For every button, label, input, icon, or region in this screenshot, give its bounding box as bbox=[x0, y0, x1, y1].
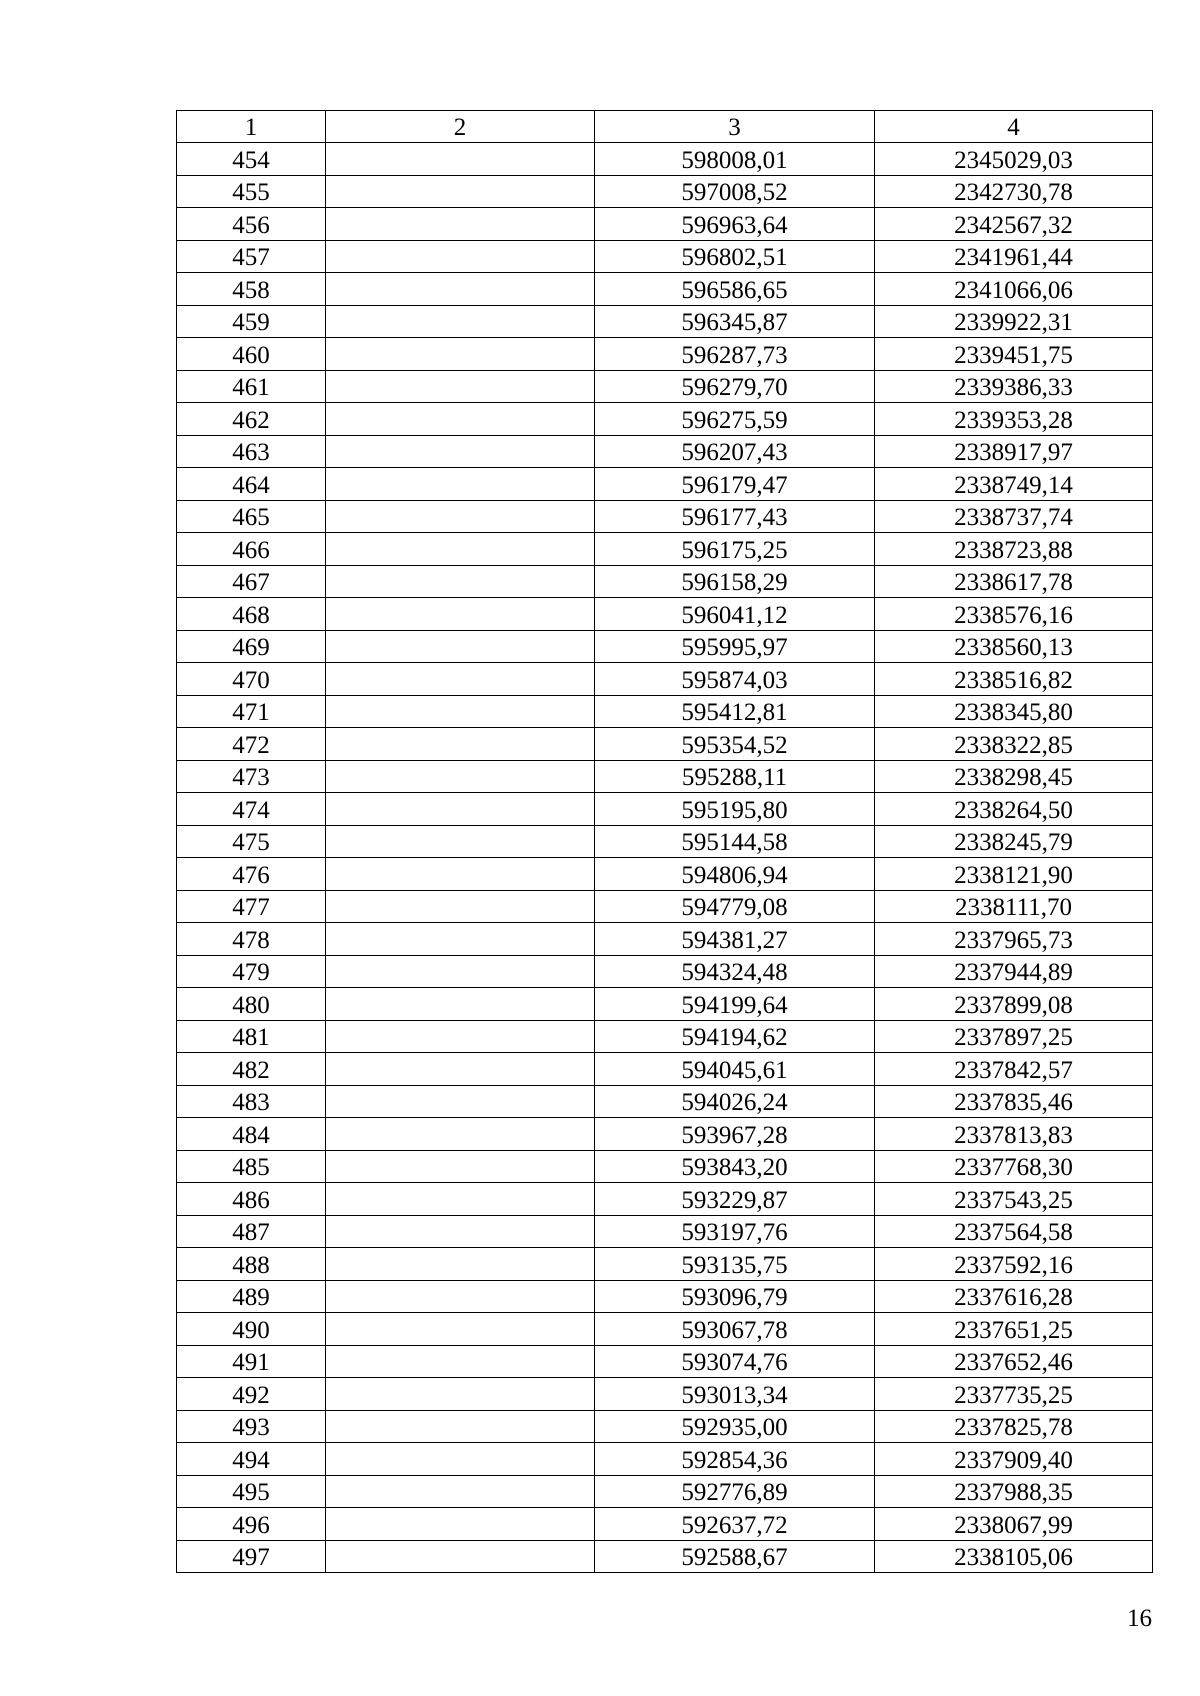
table-cell-col-4: 2337835,46 bbox=[875, 1085, 1153, 1118]
table-cell-col-2 bbox=[326, 273, 595, 306]
table-cell-col-1: 487 bbox=[177, 1215, 326, 1248]
table-row bbox=[177, 1085, 1153, 1118]
table-cell-col-2 bbox=[326, 533, 595, 566]
table-cell-col-3: 593067,78 bbox=[595, 1313, 875, 1346]
table-cell-col-4: 2338576,16 bbox=[875, 598, 1153, 631]
table-cell-col-4: 2337813,83 bbox=[875, 1118, 1153, 1151]
table-cell-col-3: 595354,52 bbox=[595, 728, 875, 761]
table-cell-col-3: 595412,81 bbox=[595, 695, 875, 728]
table-cell-col-2 bbox=[326, 1378, 595, 1411]
table-cell-col-1: 462 bbox=[177, 403, 326, 436]
table-cell-col-1: 460 bbox=[177, 338, 326, 371]
table-cell-col-4: 2337735,25 bbox=[875, 1378, 1153, 1411]
table-row bbox=[177, 1248, 1153, 1281]
table-cell-col-2 bbox=[326, 825, 595, 858]
table-row bbox=[177, 565, 1153, 598]
table-cell-col-2 bbox=[326, 403, 595, 436]
table-cell-col-4: 2338111,70 bbox=[875, 890, 1153, 923]
table-cell-col-1: 473 bbox=[177, 760, 326, 793]
coordinates-table bbox=[176, 110, 1153, 1573]
table-cell-col-3: 598008,01 bbox=[595, 143, 875, 176]
table-cell-col-2 bbox=[326, 663, 595, 696]
table-cell-col-4: 2338560,13 bbox=[875, 630, 1153, 663]
table-cell-col-3: 594194,62 bbox=[595, 1020, 875, 1053]
table-cell-col-3: 594806,94 bbox=[595, 858, 875, 891]
table-cell-col-4: 2345029,03 bbox=[875, 143, 1153, 176]
table-cell-col-2 bbox=[326, 370, 595, 403]
table-cell-col-3: 592935,00 bbox=[595, 1410, 875, 1443]
column-header-2: 2 bbox=[326, 111, 595, 143]
table-row bbox=[177, 143, 1153, 176]
table-cell-col-2 bbox=[326, 1280, 595, 1313]
table-cell-col-2 bbox=[326, 695, 595, 728]
table-cell-col-1: 472 bbox=[177, 728, 326, 761]
table-cell-col-1: 486 bbox=[177, 1183, 326, 1216]
table-cell-col-4: 2338245,79 bbox=[875, 825, 1153, 858]
table-cell-col-1: 478 bbox=[177, 923, 326, 956]
table-cell-col-2 bbox=[326, 858, 595, 891]
table-cell-col-3: 594779,08 bbox=[595, 890, 875, 923]
table-cell-col-1: 465 bbox=[177, 500, 326, 533]
table-row bbox=[177, 305, 1153, 338]
table-cell-col-4: 2338516,82 bbox=[875, 663, 1153, 696]
table-cell-col-2 bbox=[326, 1150, 595, 1183]
table-cell-col-1: 482 bbox=[177, 1053, 326, 1086]
table-row bbox=[177, 1410, 1153, 1443]
table-row bbox=[177, 1280, 1153, 1313]
table-cell-col-2 bbox=[326, 240, 595, 273]
table-cell-col-1: 492 bbox=[177, 1378, 326, 1411]
table-cell-col-4: 2338617,78 bbox=[875, 565, 1153, 598]
table-cell-col-1: 466 bbox=[177, 533, 326, 566]
table-cell-col-3: 595995,97 bbox=[595, 630, 875, 663]
table-cell-col-3: 592588,67 bbox=[595, 1540, 875, 1573]
table-row bbox=[177, 1443, 1153, 1476]
table-cell-col-2 bbox=[326, 1475, 595, 1508]
table-cell-col-1: 479 bbox=[177, 955, 326, 988]
table-cell-col-2 bbox=[326, 1085, 595, 1118]
table-cell-col-2 bbox=[326, 1053, 595, 1086]
table-cell-col-3: 593135,75 bbox=[595, 1248, 875, 1281]
table-row bbox=[177, 240, 1153, 273]
table-cell-col-2 bbox=[326, 955, 595, 988]
table-cell-col-2 bbox=[326, 1248, 595, 1281]
table-cell-col-4: 2337564,58 bbox=[875, 1215, 1153, 1248]
table-cell-col-1: 495 bbox=[177, 1475, 326, 1508]
table-cell-col-3: 595144,58 bbox=[595, 825, 875, 858]
table-cell-col-2 bbox=[326, 175, 595, 208]
table-cell-col-1: 458 bbox=[177, 273, 326, 306]
table-cell-col-1: 493 bbox=[177, 1410, 326, 1443]
table-cell-col-3: 596279,70 bbox=[595, 370, 875, 403]
table-row bbox=[177, 825, 1153, 858]
table-cell-col-3: 593843,20 bbox=[595, 1150, 875, 1183]
table-cell-col-3: 596586,65 bbox=[595, 273, 875, 306]
table-cell-col-4: 2337899,08 bbox=[875, 988, 1153, 1021]
table-cell-col-3: 593096,79 bbox=[595, 1280, 875, 1313]
table-cell-col-2 bbox=[326, 1410, 595, 1443]
table-body bbox=[177, 143, 1153, 1573]
table-cell-col-3: 592776,89 bbox=[595, 1475, 875, 1508]
table-cell-col-2 bbox=[326, 1313, 595, 1346]
table-cell-col-1: 474 bbox=[177, 793, 326, 826]
table-cell-col-1: 476 bbox=[177, 858, 326, 891]
table-row bbox=[177, 1183, 1153, 1216]
table-cell-col-1: 468 bbox=[177, 598, 326, 631]
table-cell-col-3: 593013,34 bbox=[595, 1378, 875, 1411]
table-cell-col-1: 459 bbox=[177, 305, 326, 338]
table-cell-col-1: 470 bbox=[177, 663, 326, 696]
table-cell-col-2 bbox=[326, 793, 595, 826]
table-cell-col-4: 2339451,75 bbox=[875, 338, 1153, 371]
table-cell-col-2 bbox=[326, 565, 595, 598]
table-cell-col-4: 2338322,85 bbox=[875, 728, 1153, 761]
table-cell-col-1: 475 bbox=[177, 825, 326, 858]
table-cell-col-4: 2341961,44 bbox=[875, 240, 1153, 273]
table-cell-col-1: 454 bbox=[177, 143, 326, 176]
table-cell-col-3: 596963,64 bbox=[595, 208, 875, 241]
table-row bbox=[177, 598, 1153, 631]
table-cell-col-1: 480 bbox=[177, 988, 326, 1021]
table-row bbox=[177, 370, 1153, 403]
table-cell-col-4: 2338105,06 bbox=[875, 1540, 1153, 1573]
table-cell-col-2 bbox=[326, 988, 595, 1021]
table-header-row bbox=[177, 111, 1153, 143]
table-row bbox=[177, 175, 1153, 208]
table-cell-col-2 bbox=[326, 143, 595, 176]
table-row bbox=[177, 1508, 1153, 1541]
table-cell-col-3: 595195,80 bbox=[595, 793, 875, 826]
table-row bbox=[177, 793, 1153, 826]
table-cell-col-3: 595288,11 bbox=[595, 760, 875, 793]
table-cell-col-1: 469 bbox=[177, 630, 326, 663]
table-cell-col-1: 457 bbox=[177, 240, 326, 273]
table-cell-col-4: 2338121,90 bbox=[875, 858, 1153, 891]
table-row bbox=[177, 1118, 1153, 1151]
table-cell-col-3: 596179,47 bbox=[595, 468, 875, 501]
table-cell-col-3: 596158,29 bbox=[595, 565, 875, 598]
table-row bbox=[177, 1020, 1153, 1053]
table-cell-col-2 bbox=[326, 1508, 595, 1541]
table-row bbox=[177, 630, 1153, 663]
table-cell-col-3: 592637,72 bbox=[595, 1508, 875, 1541]
page-number: 16 bbox=[1127, 1605, 1152, 1632]
table-row bbox=[177, 728, 1153, 761]
table-cell-col-3: 596287,73 bbox=[595, 338, 875, 371]
table-cell-col-1: 455 bbox=[177, 175, 326, 208]
table-cell-col-2 bbox=[326, 728, 595, 761]
table-cell-col-4: 2338345,80 bbox=[875, 695, 1153, 728]
table-cell-col-3: 596207,43 bbox=[595, 435, 875, 468]
table-cell-col-2 bbox=[326, 1443, 595, 1476]
table-row bbox=[177, 663, 1153, 696]
table-cell-col-3: 594199,64 bbox=[595, 988, 875, 1021]
table-cell-col-4: 2337652,46 bbox=[875, 1345, 1153, 1378]
table-cell-col-2 bbox=[326, 338, 595, 371]
table-cell-col-4: 2337825,78 bbox=[875, 1410, 1153, 1443]
table-row bbox=[177, 1378, 1153, 1411]
table-row bbox=[177, 468, 1153, 501]
table-row bbox=[177, 1345, 1153, 1378]
table-cell-col-1: 471 bbox=[177, 695, 326, 728]
table-cell-col-4: 2338737,74 bbox=[875, 500, 1153, 533]
table-cell-col-3: 594324,48 bbox=[595, 955, 875, 988]
table-row bbox=[177, 500, 1153, 533]
table-row bbox=[177, 435, 1153, 468]
table-cell-col-2 bbox=[326, 435, 595, 468]
table-cell-col-4: 2339353,28 bbox=[875, 403, 1153, 436]
table-cell-col-3: 596177,43 bbox=[595, 500, 875, 533]
table-cell-col-2 bbox=[326, 1215, 595, 1248]
table-cell-col-4: 2337897,25 bbox=[875, 1020, 1153, 1053]
table-cell-col-2 bbox=[326, 923, 595, 956]
table-cell-col-1: 494 bbox=[177, 1443, 326, 1476]
table-cell-col-1: 483 bbox=[177, 1085, 326, 1118]
table-row bbox=[177, 533, 1153, 566]
table-cell-col-3: 595874,03 bbox=[595, 663, 875, 696]
table-cell-col-4: 2337616,28 bbox=[875, 1280, 1153, 1313]
table-cell-col-4: 2339922,31 bbox=[875, 305, 1153, 338]
table-cell-col-2 bbox=[326, 208, 595, 241]
table-row bbox=[177, 208, 1153, 241]
table-cell-col-2 bbox=[326, 1345, 595, 1378]
table-row bbox=[177, 1053, 1153, 1086]
table-cell-col-3: 596175,25 bbox=[595, 533, 875, 566]
table-row bbox=[177, 403, 1153, 436]
table-cell-col-3: 596345,87 bbox=[595, 305, 875, 338]
table-cell-col-2 bbox=[326, 1183, 595, 1216]
table-cell-col-4: 2338749,14 bbox=[875, 468, 1153, 501]
table-row bbox=[177, 695, 1153, 728]
table-cell-col-3: 596802,51 bbox=[595, 240, 875, 273]
table-cell-col-1: 456 bbox=[177, 208, 326, 241]
table-row bbox=[177, 1313, 1153, 1346]
table-cell-col-4: 2338264,50 bbox=[875, 793, 1153, 826]
table-cell-col-3: 592854,36 bbox=[595, 1443, 875, 1476]
table-row bbox=[177, 1475, 1153, 1508]
table-cell-col-1: 477 bbox=[177, 890, 326, 923]
table-row bbox=[177, 890, 1153, 923]
table-cell-col-1: 490 bbox=[177, 1313, 326, 1346]
table-cell-col-3: 594045,61 bbox=[595, 1053, 875, 1086]
table-cell-col-1: 485 bbox=[177, 1150, 326, 1183]
table-cell-col-4: 2342567,32 bbox=[875, 208, 1153, 241]
table-cell-col-3: 593197,76 bbox=[595, 1215, 875, 1248]
table-cell-col-4: 2341066,06 bbox=[875, 273, 1153, 306]
table-row bbox=[177, 760, 1153, 793]
table-cell-col-2 bbox=[326, 1540, 595, 1573]
table-cell-col-2 bbox=[326, 630, 595, 663]
table-row bbox=[177, 1150, 1153, 1183]
table-cell-col-1: 461 bbox=[177, 370, 326, 403]
table-row bbox=[177, 858, 1153, 891]
table-cell-col-3: 594381,27 bbox=[595, 923, 875, 956]
table-cell-col-4: 2337543,25 bbox=[875, 1183, 1153, 1216]
table-cell-col-2 bbox=[326, 468, 595, 501]
table-cell-col-4: 2337592,16 bbox=[875, 1248, 1153, 1281]
table-cell-col-4: 2337965,73 bbox=[875, 923, 1153, 956]
table-cell-col-1: 488 bbox=[177, 1248, 326, 1281]
table-cell-col-3: 593967,28 bbox=[595, 1118, 875, 1151]
table-cell-col-4: 2337909,40 bbox=[875, 1443, 1153, 1476]
table-cell-col-3: 594026,24 bbox=[595, 1085, 875, 1118]
table-row bbox=[177, 1215, 1153, 1248]
table-cell-col-3: 593229,87 bbox=[595, 1183, 875, 1216]
table-cell-col-4: 2337988,35 bbox=[875, 1475, 1153, 1508]
table-cell-col-1: 484 bbox=[177, 1118, 326, 1151]
table-cell-col-3: 593074,76 bbox=[595, 1345, 875, 1378]
column-header-1: 1 bbox=[177, 111, 326, 143]
table-cell-col-4: 2338067,99 bbox=[875, 1508, 1153, 1541]
table-row bbox=[177, 923, 1153, 956]
table-row bbox=[177, 273, 1153, 306]
table-row bbox=[177, 1540, 1153, 1573]
table-cell-col-4: 2337768,30 bbox=[875, 1150, 1153, 1183]
table-cell-col-1: 496 bbox=[177, 1508, 326, 1541]
table-cell-col-2 bbox=[326, 1020, 595, 1053]
table-cell-col-2 bbox=[326, 598, 595, 631]
table-cell-col-4: 2342730,78 bbox=[875, 175, 1153, 208]
column-header-3: 3 bbox=[595, 111, 875, 143]
table-cell-col-1: 491 bbox=[177, 1345, 326, 1378]
table-cell-col-2 bbox=[326, 1118, 595, 1151]
table-cell-col-4: 2337842,57 bbox=[875, 1053, 1153, 1086]
table-cell-col-1: 481 bbox=[177, 1020, 326, 1053]
table-cell-col-1: 497 bbox=[177, 1540, 326, 1573]
table-cell-col-1: 489 bbox=[177, 1280, 326, 1313]
table-cell-col-1: 463 bbox=[177, 435, 326, 468]
table-cell-col-4: 2338917,97 bbox=[875, 435, 1153, 468]
table-cell-col-4: 2339386,33 bbox=[875, 370, 1153, 403]
table-cell-col-3: 597008,52 bbox=[595, 175, 875, 208]
table-cell-col-4: 2338298,45 bbox=[875, 760, 1153, 793]
table-cell-col-4: 2338723,88 bbox=[875, 533, 1153, 566]
table-cell-col-2 bbox=[326, 500, 595, 533]
table-row bbox=[177, 955, 1153, 988]
column-header-4: 4 bbox=[875, 111, 1153, 143]
table-cell-col-1: 464 bbox=[177, 468, 326, 501]
table-cell-col-3: 596041,12 bbox=[595, 598, 875, 631]
table-row bbox=[177, 988, 1153, 1021]
table-cell-col-2 bbox=[326, 305, 595, 338]
table-cell-col-4: 2337944,89 bbox=[875, 955, 1153, 988]
table-cell-col-2 bbox=[326, 890, 595, 923]
table-cell-col-3: 596275,59 bbox=[595, 403, 875, 436]
table-cell-col-4: 2337651,25 bbox=[875, 1313, 1153, 1346]
table-cell-col-2 bbox=[326, 760, 595, 793]
table-cell-col-1: 467 bbox=[177, 565, 326, 598]
table-row bbox=[177, 338, 1153, 371]
